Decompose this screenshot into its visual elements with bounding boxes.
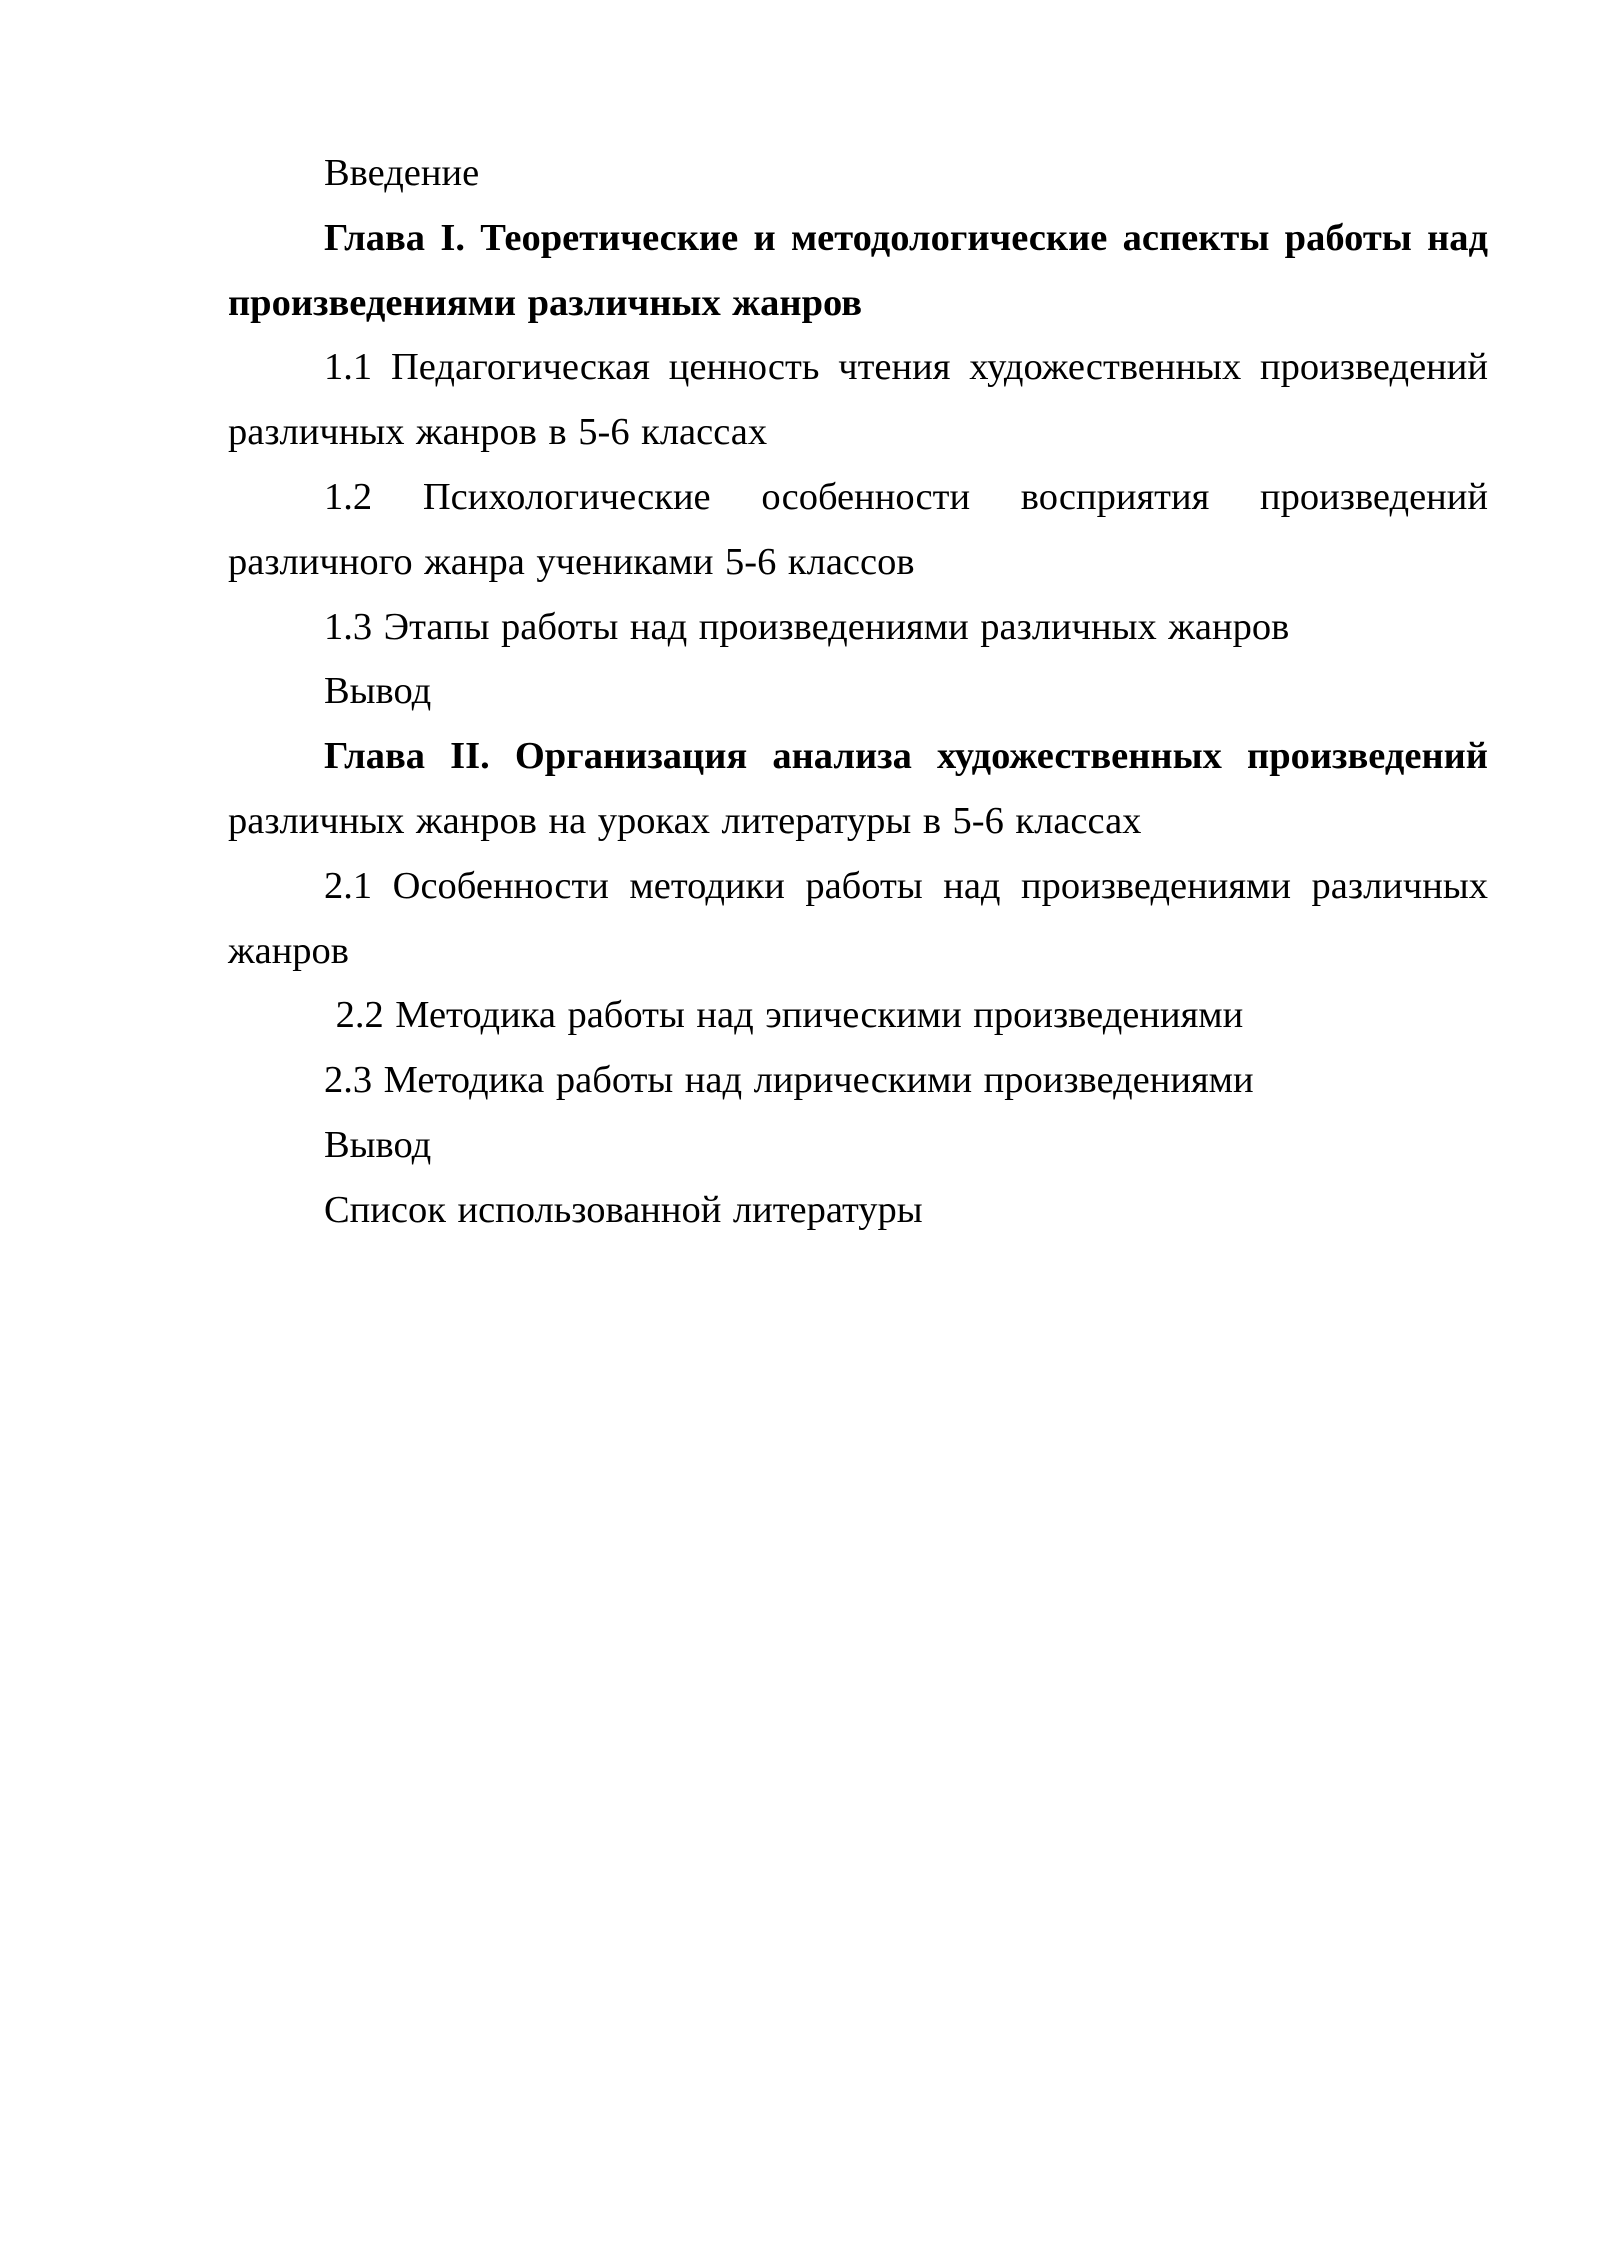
text-run: Вывод	[324, 1123, 432, 1166]
text-run: различных жанров на уроках литературы в 5-6 классах	[228, 735, 1500, 842]
text-run: 1.1 Педагогическая ценность чтения художественных произведений различных жанров в 5-6 классах	[228, 346, 1500, 454]
paragraph	[228, 206, 1500, 336]
paragraph	[228, 659, 1488, 724]
text-run: 1.2 Психологические особенности восприятия произведений различного жанра учениками 5-6 классов	[228, 475, 1500, 583]
text-run: 2.1 Особенности методики работы над произведениями различных жанров	[228, 864, 1500, 972]
paragraph	[228, 465, 1500, 595]
paragraph	[228, 1178, 1488, 1243]
paragraph	[228, 724, 1500, 854]
text-run: 2.3 Методика работы над лирическими произведениями	[324, 1059, 1254, 1102]
text-run: Вывод	[324, 670, 432, 713]
bold-text-run: Глава II. Организация анализа художественных произведений	[324, 735, 1488, 778]
paragraph	[228, 1048, 1488, 1113]
text-run: Список использованной литературы	[324, 1188, 923, 1231]
text-run: Введение	[324, 152, 480, 194]
bold-text-run: Глава I. Теоретические и методологические аспекты работы над произведениями различных жанров	[228, 216, 1500, 324]
paragraph	[228, 1113, 1488, 1178]
paragraph	[228, 141, 1488, 206]
paragraph	[228, 595, 1488, 660]
paragraph	[228, 983, 1488, 1048]
text-run: 2.2 Методика работы над эпическими произведениями	[324, 994, 1244, 1037]
text-run: 1.3 Этапы работы над произведениями различных жанров	[324, 605, 1290, 648]
paragraph	[228, 854, 1500, 984]
paragraph	[228, 335, 1500, 465]
